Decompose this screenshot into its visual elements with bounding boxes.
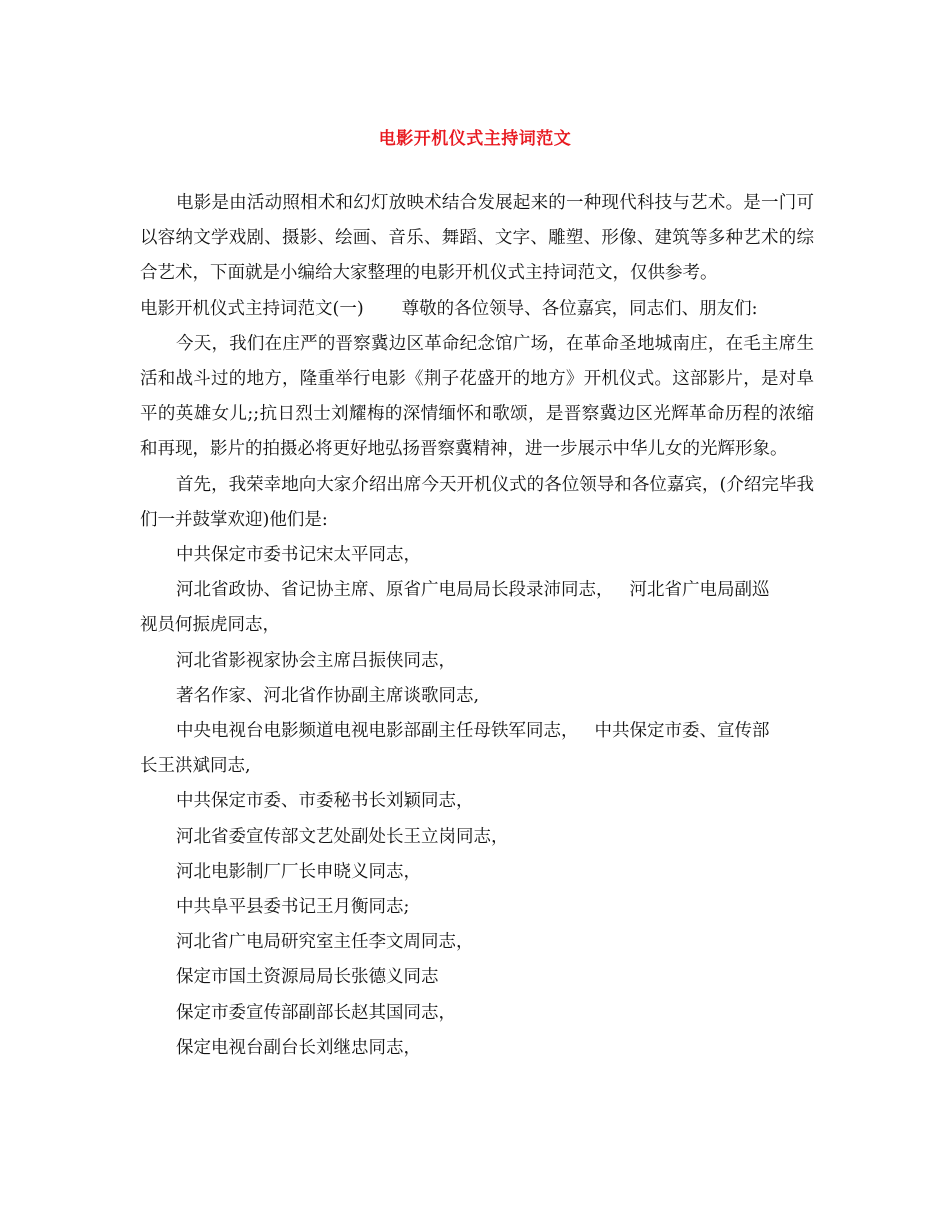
today-paragraph: 今天，我们在庄严的晋察冀边区革命纪念馆广场，在革命圣地城南庄，在毛主席生活和战斗过的地方，隆重举行电影《荆子花盛开的地方》开机仪式。这部影片，是对阜平的英雄女儿;;抗日烈士刘耀梅的深情缅怀和歌颂，是晋察冀边区光辉革命历程的浓缩和再现，影片的拍摄必将更好地弘扬晋察冀精神，进一步展示中华儿女的光辉形象。 — [140, 333, 814, 460]
document-body — [140, 186, 814, 1066]
guest-line: 保定电视台副台长刘继忠同志， — [176, 1037, 421, 1058]
intro-paragraph: 电影是由活动照相术和幻灯放映术结合发展起来的一种现代科技与艺术。是一门可以容纳文学戏剧、摄影、绘画、音乐、舞蹈、文字、雕塑、形像、建筑等多种艺术的综合艺术，下面就是小编给大家整理的电影开机仪式主持词范文，仅供参考。 — [140, 193, 814, 284]
guest-line: 河北电影制厂厂长申晓义同志， — [176, 861, 421, 882]
guest-line: 保定市国土资源局局长张德义同志 — [176, 967, 439, 988]
section-heading-line — [140, 292, 814, 327]
guest-line: 中共阜平县委书记王月衡同志; — [176, 897, 410, 918]
document-title: 电影开机仪式主持词范文 — [378, 129, 572, 149]
guest-line: 河北省广电局研究室主任李文周同志， — [176, 932, 474, 953]
guest-line: 河北省影视家协会主席吕振侠同志， — [176, 650, 456, 671]
guest-line: 中共保定市委、市委秘书长刘颖同志， — [176, 791, 474, 812]
guest-line: 中共保定市委书记宋太平同志， — [176, 545, 421, 566]
guest-name: 河北省广电局副巡 — [629, 580, 770, 601]
guest-line — [140, 573, 814, 608]
section-heading: 电影开机仪式主持词范文(一) — [140, 298, 364, 319]
guest-line — [140, 714, 814, 749]
guest-name: 河北省政协、省记协主席、原省广电局局长段录沛同志， — [176, 580, 614, 601]
guest-line-continuation: 长王洪斌同志, — [140, 756, 251, 777]
guest-name: 中共保定市委、宣传部 — [594, 721, 770, 742]
guest-name: 中央电视台电影频道电视电影部副主任母铁军同志， — [176, 721, 579, 742]
guest-line-continuation: 视员何振虎同志， — [140, 615, 280, 636]
guest-line: 保定市委宣传部副部长赵其国同志， — [176, 1002, 456, 1023]
salutation: 尊敬的各位领导、各位嘉宾，同志们、朋友们: — [401, 298, 758, 319]
introduction-paragraph: 首先，我荣幸地向大家介绍出席今天开机仪式的各位领导和各位嘉宾，(介绍完毕我们一并鼓掌欢迎)他们是: — [140, 474, 814, 530]
guest-line: 河北省委宣传部文艺处副处长王立岗同志， — [176, 826, 509, 847]
guest-line: 著名作家、河北省作协副主席谈歌同志, — [176, 685, 480, 706]
